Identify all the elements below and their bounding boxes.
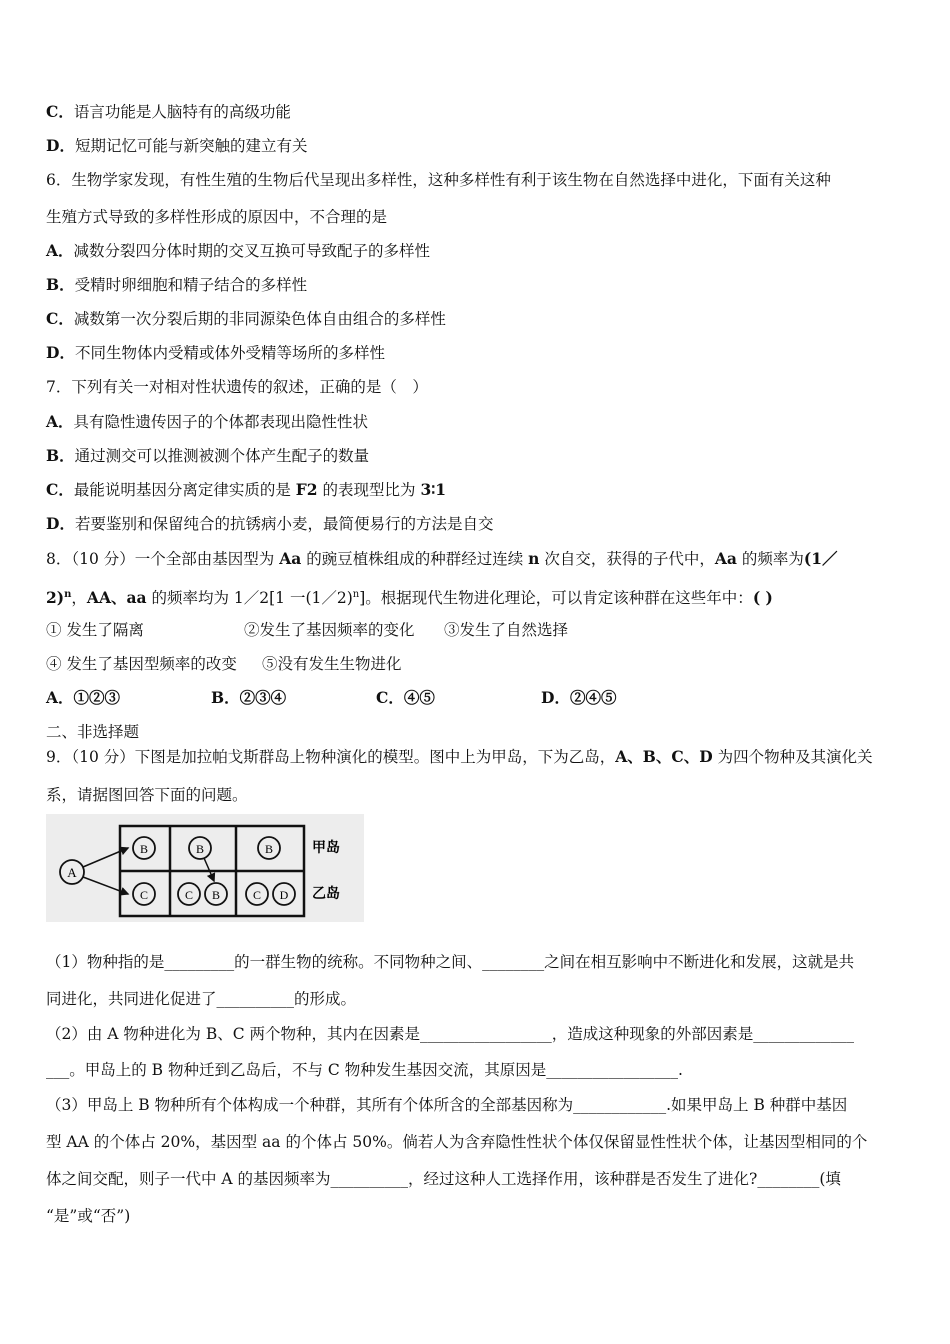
q6-option-a: A．减数分裂四分体时期的交叉互换可导致配子的多样性 bbox=[46, 241, 431, 260]
q8-stem-line1: 8．（10 分）一个全部由基因型为 Aa 的豌豆植株组成的种群经过连续 n 次自交，获得的子代中，Aa 的频率为(1／ bbox=[46, 549, 838, 568]
q9-stem-line1: 9．（10 分）下图是加拉帕戈斯群岛上物种演化的模型。图中上为甲岛，下为乙岛，A、B、C、D 为四个物种及其演化关 bbox=[46, 747, 873, 766]
q9-part3-line3: 体之间交配，则子一代中 A 的基因频率为__________，经过这种人工选择作用，该种群是否发生了进化?________(填 bbox=[46, 1170, 841, 1188]
q8-option-b: B．②③④ bbox=[211, 688, 287, 707]
q6-stem-line1: 6．生物学家发现，有性生殖的生物后代呈现出多样性，这种多样性有利于该生物在自然选择中进化，下面有关这种 bbox=[46, 171, 831, 189]
q9-part3-line1: （3）甲岛上 B 物种所有个体构成一个种群，其所有个体所含的全部基因称为____________.如果甲岛上 B 种群中基因 bbox=[46, 1096, 848, 1114]
q8-option-d: D．②④⑤ bbox=[541, 688, 617, 707]
section-heading: 二、非选择题 bbox=[46, 723, 140, 741]
q8-statements-row1: ① 发生了隔离 ②发生了基因频率的变化 ③发生了自然选择 bbox=[46, 621, 569, 639]
q9-part1-line1: （1）物种指的是_________的一群生物的统称。不同物种之间、________之间在相互影响中不断进化和发展，这就是共 bbox=[46, 953, 855, 971]
q9-part2-line1: （2）由 A 物种进化为 B、C 两个物种，其内在因素是_________________，造成这种现象的外部因素是_____________ bbox=[46, 1025, 855, 1043]
q9-part2-line2: ___。甲岛上的 B 物种迁到乙岛后，不与 C 物种发生基因交流，其原因是_________________. bbox=[46, 1061, 683, 1079]
species-b4-label: B bbox=[211, 888, 221, 902]
q6-option-d: D．不同生物体内受精或体外受精等场所的多样性 bbox=[46, 343, 385, 362]
species-c1-label: C bbox=[139, 888, 149, 902]
species-c3-label: C bbox=[252, 888, 262, 902]
q8-statements-row2: ④ 发生了基因型频率的改变 ⑤没有发生生物进化 bbox=[46, 655, 402, 673]
q5-option-c: C．语言功能是人脑特有的高级功能 bbox=[46, 102, 291, 121]
q7-option-d: D．若要鉴别和保留纯合的抗锈病小麦，最简便易行的方法是自交 bbox=[46, 514, 494, 533]
island-bottom-label: 乙岛 bbox=[312, 886, 340, 902]
q5-option-d: D．短期记忆可能与新突触的建立有关 bbox=[46, 136, 308, 155]
species-c2-label: C bbox=[184, 888, 194, 902]
q8-option-c: C．④⑤ bbox=[376, 688, 435, 707]
island-top-label: 甲岛 bbox=[312, 840, 340, 856]
migration-arrow bbox=[204, 858, 214, 881]
species-b3-label: B bbox=[264, 842, 274, 856]
q6-stem-line2: 生殖方式导致的多样性形成的原因中，不合理的是 bbox=[46, 208, 388, 226]
species-evolution-figure bbox=[46, 814, 364, 922]
species-d-label: D bbox=[279, 888, 289, 902]
species-b2-label: B bbox=[195, 842, 205, 856]
q8-options bbox=[46, 688, 616, 708]
q8-option-a: A．①②③ bbox=[46, 688, 121, 707]
q7-option-b: B．通过测交可以推测被测个体产生配子的数量 bbox=[46, 446, 370, 465]
q9-part3-line4: “是”或“否”) bbox=[46, 1207, 131, 1225]
species-a-label: A bbox=[67, 865, 77, 880]
q9-part1-line2: 同进化，共同进化促进了__________的形成。 bbox=[46, 990, 357, 1008]
q6-option-c: C．减数第一次分裂后期的非同源染色体自由组合的多样性 bbox=[46, 309, 446, 328]
species-evolution-diagram bbox=[46, 814, 364, 922]
q9-stem-line2: 系，请据图回答下面的问题。 bbox=[46, 786, 248, 804]
q8-stem-line2: 2)$^n$，AA、aa 的频率均为 1／2[1 一(1／2)$^n$]。根据现代生物进化理论，可以肯定该种群在这些年中：( ) bbox=[46, 588, 773, 608]
q6-option-b: B．受精时卵细胞和精子结合的多样性 bbox=[46, 275, 308, 294]
q7-stem: 7．下列有关一对相对性状遗传的叙述，正确的是（ ） bbox=[46, 378, 428, 396]
q9-part3-line2: 型 AA 的个体占 20%，基因型 aa 的个体占 50%。倘若人为含弃隐性性状个体仅保留显性性状个体，让基因型相同的个 bbox=[46, 1133, 868, 1151]
q7-option-c: C．最能说明基因分离定律实质的是 F2 的表现型比为 3∶1 bbox=[46, 480, 447, 499]
q7-option-a: A．具有隐性遗传因子的个体都表现出隐性性状 bbox=[46, 412, 369, 431]
species-b1-label: B bbox=[139, 842, 149, 856]
